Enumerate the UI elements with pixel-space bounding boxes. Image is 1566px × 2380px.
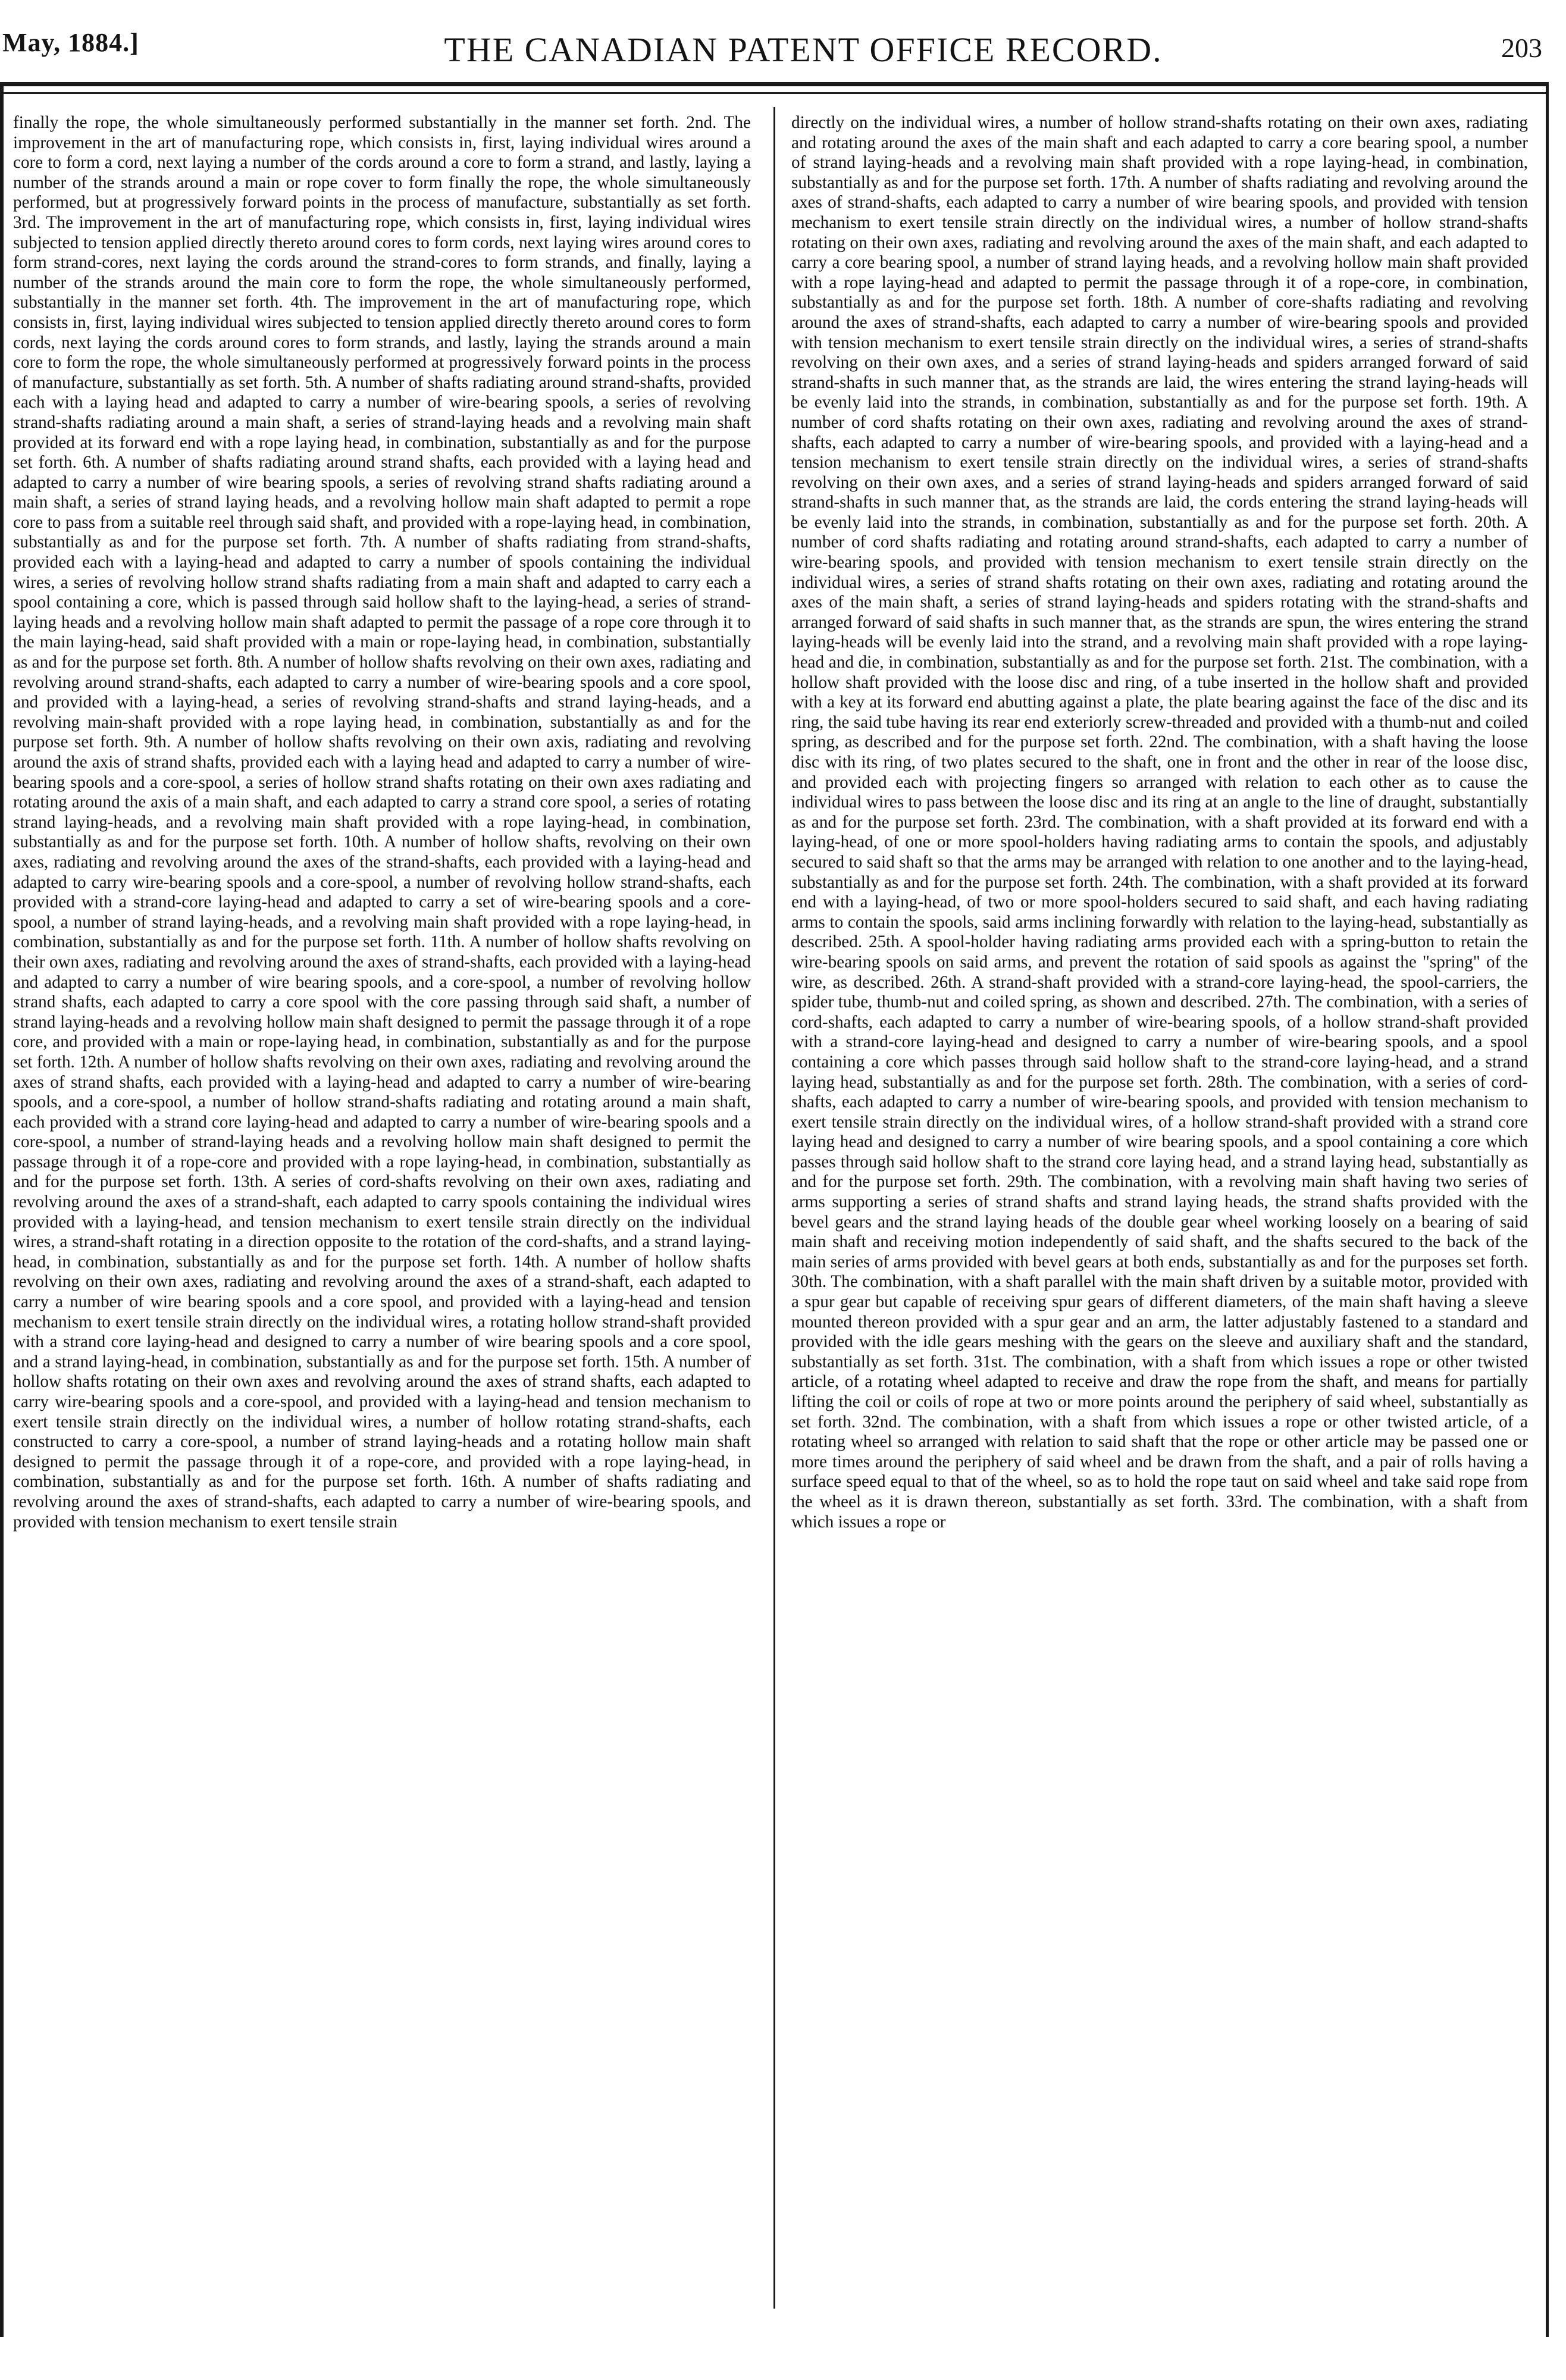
column-divider-rule [773, 107, 775, 2309]
left-border-rule [0, 82, 4, 2337]
top-thin-rule [0, 92, 1547, 94]
page-number: 203 [1501, 33, 1542, 63]
left-column [13, 113, 751, 2315]
right-border-rule [1546, 82, 1549, 2337]
right-column [791, 113, 1528, 2315]
issue-date: May, 1884.] [2, 28, 139, 57]
right-column-text: directly on the individual wires, a number of hollow strand-shafts rotating on their own axes, radiating and rotating around the axes of the main shaft and each adapted to carry a core bearing spool, a number of strand laying-heads and a revolving main shaft provided with a rope laying-head, in combination, substantially as and for the purpose set forth. 17th. A number of shafts radiating and revolving around the axes of strand-shafts, each adapted to carry a number of wire bearing spools, and provided with tension mechanism to exert tensile strain directly on the individual wires, a number of hollow strand-shafts rotating on their own axes, radiating and revolving around the axes of the main shaft, and each adapted to carry a core bearing spool, a number of strand laying heads, and a revolving hollow main shaft provided with a rope laying-head and adapted to permit the passage through it of a rope-core, in combination, substantially as and for the purpose set forth. 18th. A number of core-shafts radiating and revolving around the axes of strand-shafts, each adapted to carry a number of wire-bearing spools and provided with tension mechanism to exert tensile strain directly on the individual wires, a series of strand-shafts revolving on their own axes, and a series of strand laying-heads and spiders arranged forward of said strand-shafts in such manner that, as the strands are laid, the wires entering the strand laying-heads will be evenly laid into the strands, in combination, substantially as and for the purpose set forth. 19th. A number of cord shafts rotating on their own axes, radiating and revolving around the axes of strand-shafts, each adapted to carry a number of wire-bearing spools, and provided with a laying-head and a tension mechanism to exert tensile strain directly on the individual wires, a series of strand-shafts revolving on their own axes, and a series of strand laying-heads and spiders arranged forward of said strand-shafts in such manner that, as the strands are laid, the cords entering the strand laying-heads will be evenly laid into the strands, in combination, substantially as and for the purpose set forth. 20th. A number of cord shafts radiating and rotating around strand-shafts, each adapted to carry a number of wire-bearing spools, and provided with tension mechanism to exert tensile strain directly on the individual wires, a series of strand shafts rotating on their own axes, radiating and rotating around the axes of the main shaft, a series of strand laying-heads and spiders rotating with the strand-shafts and arranged forward of said shafts in such manner that, as the strands are spun, the wires entering the strand laying-heads will be evenly laid into the strand, and a revolving main shaft provided with a rope laying-head and die, in combination, substantially as and for the purpose set forth. 21st. The combination, with a hollow shaft provided with the loose disc and ring, of a tube inserted in the hollow shaft and provided with a key at its forward end abutting against a plate, the plate bearing against the face of the disc and its ring, the said tube having its rear end exteriorly screw-threaded and provided with a thumb-nut and coiled spring, as described and for the purpose set forth. 22nd. The combination, with a shaft having the loose disc with its ring, of two plates secured to the shaft, one in front and the other in rear of the loose disc, and provided each with projecting fingers so arranged with relation to each other as to cause the individual wires to pass between the loose disc and its ring at an angle to the line of draught, substantially as and for the purpose set forth. 23rd. The combination, with a shaft provided at its forward end with a laying-head, of one or more spool-holders having radiating arms to contain the spools, and adjustably secured to said shaft so that the arms may be arranged with relation to one another and to the laying-head, substantially as and for the purpose set forth. 24th. The combination, with a shaft provided at its forward end with a laying-head, of two or more spool-holders secured to said shaft, and each having radiating arms to contain the spools, said arms inclining forwardly with relation to the laying-head, substantially as described. 25th. A spool-holder having radiating arms provided each with a spring-button to retain the wire-bearing spools on said arms, and prevent the rotation of said spools as against the "spring" of the wire, as described. 26th. A strand-shaft provided with a strand-core laying-head, the spool-carriers, the spider tube, thumb-nut and coiled spring, as shown and described. 27th. The combination, with a series of cord-shafts, each adapted to carry a number of wire-bearing spools, of a hollow strand-shaft provided with a strand-core laying-head and designed to carry a number of wire-bearing spools, and a spool containing a core which passes through said hollow shaft to the strand-core laying-head, and a strand laying head, substantially as and for the purpose set forth. 28th. The combination, with a series of cord-shafts, each adapted to carry a number of wire-bearing spools, and provided with tension mechanism to exert tensile strain directly on the individual wires, of a hollow strand-shaft provided with a strand core laying head and designed to carry a number of wire bearing spools, and a spool containing a core which passes through said hollow shaft to the strand core laying head, and a strand laying head, substantially as and for the purpose set forth. 29th. The combination, with a revolving main shaft having two series of arms supporting a series of strand shafts and strand laying heads, the strand shafts provided with the bevel gears and the strand laying heads of the double gear wheel working loosely on a bearing of said main shaft and receiving motion independently of said shaft, and the shafts secured to the back of the main series of arms provided with bevel gears at both ends, substantially as and for the purposes set forth. 30th. The combination, with a shaft parallel with the main shaft driven by a suitable motor, provided with a spur gear but capable of receiving spur gears of different diameters, of the main shaft having a sleeve mounted thereon provided with a spur gear and an arm, the latter adjustably fastened to a standard and provided with the idle gears meshing with the gears on the sleeve and auxiliary shaft and the standard, substantially as set forth. 31st. The combination, with a shaft from which issues a rope or other twisted article, of a rotating wheel adapted to receive and draw the rope from the shaft, and means for partially lifting the coil or coils of rope at two or more points around the periphery of said wheel, substantially as set forth. 32nd. The combination, with a shaft from which issues a rope or other twisted article, of a rotating wheel so arranged with relation to said shaft that the rope or other article may be passed one or more times around the periphery of said wheel and be drawn from the shaft, and a pair of rolls having a surface speed equal to that of the wheel, so as to hold the rope taut on said wheel and take said rope from the wheel as it is drawn thereon, substantially as set forth. 33rd. The combination, with a shaft from which issues a rope or [791, 113, 1528, 1532]
page-header [0, 18, 1566, 71]
left-column-text: finally the rope, the whole simultaneously performed substantially in the manner set forth. 2nd. The improvement in the art of manufacturing rope, which consists in, first, laying individual wires around a core to form a cord, next laying a number of the cords around a core to form a strand, and lastly, laying a number of the strands around a main or rope cover to form finally the rope, the whole simultaneously performed, but at progressively forward points in the process of manufacture, substantially as set forth. 3rd. The improvement in the art of manufacturing rope, which consists in, first, laying individual wires subjected to tension applied directly thereto around cores to form cords, next laying wires around cores to form strand-cores, next laying the cords around the strand-cores to form strands, and finally, laying a number of the strands around the main core to form the rope, the whole simultaneously performed, substantially in the manner set forth. 4th. The improvement in the art of manufacturing rope, which consists in, first, laying individual wires subjected to tension applied directly thereto around cores to form cords, next laying the cords around cores to form strands, and lastly, laying the strands around a main core to form the rope, the whole simultaneously performed at progressively forward points in the process of manufacture, substantially as set forth. 5th. A number of shafts radiating around strand-shafts, provided each with a laying head and adapted to carry a number of wire-bearing spools, a series of revolving strand-shafts radiating around a main shaft, a series of strand-laying heads and a revolving main shaft provided at its forward end with a rope laying head, in combination, substantially as and for the purpose set forth. 6th. A number of shafts radiating around strand shafts, each provided with a laying head and adapted to carry a number of wire bearing spools, a series of revolving strand shafts radiating around a main shaft, a series of strand laying heads, and a revolving hollow main shaft adapted to permit a rope core to pass from a suitable reel through said shaft, and provided with a rope-laying head, in combination, substantially as and for the purpose set forth. 7th. A number of shafts radiating from strand-shafts, provided each with a laying-head and adapted to carry a number of spools containing the individual wires, a series of revolving hollow strand shafts radiating from a main shaft and adapted to carry each a spool containing a core, which is passed through said hollow shaft to the laying-head, a series of strand-laying heads and a revolving hollow main shaft adapted to permit the passage of a rope core through it to the main laying-head, said shaft provided with a main or rope-laying head, in combination, substantially as and for the purpose set forth. 8th. A number of hollow shafts revolving on their own axes, radiating and revolving around strand-shafts, each adapted to carry a number of wire-bearing spools and a core spool, and provided with a laying-head, a series of revolving strand-shafts and strand laying-heads, and a revolving main-shaft provided with a rope laying head, in combination, substantially as and for the purpose set forth. 9th. A number of hollow shafts revolving on their own axis, radiating and revolving around the axis of strand shafts, provided each with a laying head and adapted to carry a number of wire-bearing spools and a core-spool, a series of hollow strand shafts rotating on their own axes radiating and rotating around the axis of a main shaft, and each adapted to carry a strand core spool, a series of rotating strand laying-heads, and a revolving main shaft provided with a rope laying-head, in combination, substantially as and for the purpose set forth. 10th. A number of hollow shafts, revolving on their own axes, radiating and revolving around the axes of the strand-shafts, each provided with a laying-head and adapted to carry wire-bearing spools and a core-spool, a number of revolving hollow strand-shafts, each provided with a strand-core laying-head and adapted to carry a set of wire-bearing spools and a core-spool, a number of strand laying-heads, and a revolving main shaft provided with a rope laying-head, in combination, substantially as and for the purpose set forth. 11th. A number of hollow shafts revolving on their own axes, radiating and revolving around the axes of strand-shafts, each provided with a laying-head and adapted to carry a number of wire bearing spools, and a core-spool, a number of revolving hollow strand shafts, each adapted to carry a core spool with the core passing through said shaft, a number of strand laying-heads and a revolving hollow main shaft designed to permit the passage through it of a rope core, and provided with a main or rope-laying head, in combination, substantially as and for the purpose set forth. 12th. A number of hollow shafts revolving on their own axes, radiating and revolving around the axes of strand shafts, each provided with a laying-head and adapted to carry a number of wire-bearing spools, and a core-spool, a number of hollow strand-shafts radiating and rotating around a main shaft, each provided with a strand core laying-head and adapted to carry a number of wire-bearing spools and a core-spool, a number of strand-laying heads and a revolving hollow main shaft designed to permit the passage through it of a rope-core and provided with a rope laying-head, in combination, substantially as and for the purpose set forth. 13th. A series of cord-shafts revolving on their own axes, radiating and revolving around the axes of a strand-shaft, each adapted to carry spools containing the individual wires provided with a laying-head, and tension mechanism to exert tensile strain directly on the individual wires, a strand-shaft rotating in a direction opposite to the rotation of the cord-shafts, and a strand laying-head, in combination, substantially as and for the purpose set forth. 14th. A number of hollow shafts revolving on their own axes, radiating and revolving around the axes of a strand-shaft, each adapted to carry a number of wire bearing spools and a core spool, and provided with a laying-head and tension mechanism to exert tensile strain directly on the individual wires, a rotating hollow strand-shaft provided with a strand core laying-head and designed to carry a number of wire bearing spools and a core spool, and a strand laying-head, in combination, substantially as and for the purpose set forth. 15th. A number of hollow shafts rotating on their own axes and revolving around the axes of strand shafts, each adapted to carry wire-bearing spools and a core-spool, and provided with a laying-head and tension mechanism to exert tensile strain directly on the individual wires, a number of hollow rotating strand-shafts, each constructed to carry a core-spool, a number of strand laying-heads and a rotating hollow main shaft designed to permit the passage through it of a rope-core, and provided with a rope laying-head, in combination, substantially as and for the purpose set forth. 16th. A number of shafts radiating and revolving around the axes of strand-shafts, each adapted to carry a number of wire-bearing spools, and provided with tension mechanism to exert tensile strain [13, 113, 751, 1532]
publication-title: THE CANADIAN PATENT OFFICE RECORD. [444, 30, 1163, 69]
